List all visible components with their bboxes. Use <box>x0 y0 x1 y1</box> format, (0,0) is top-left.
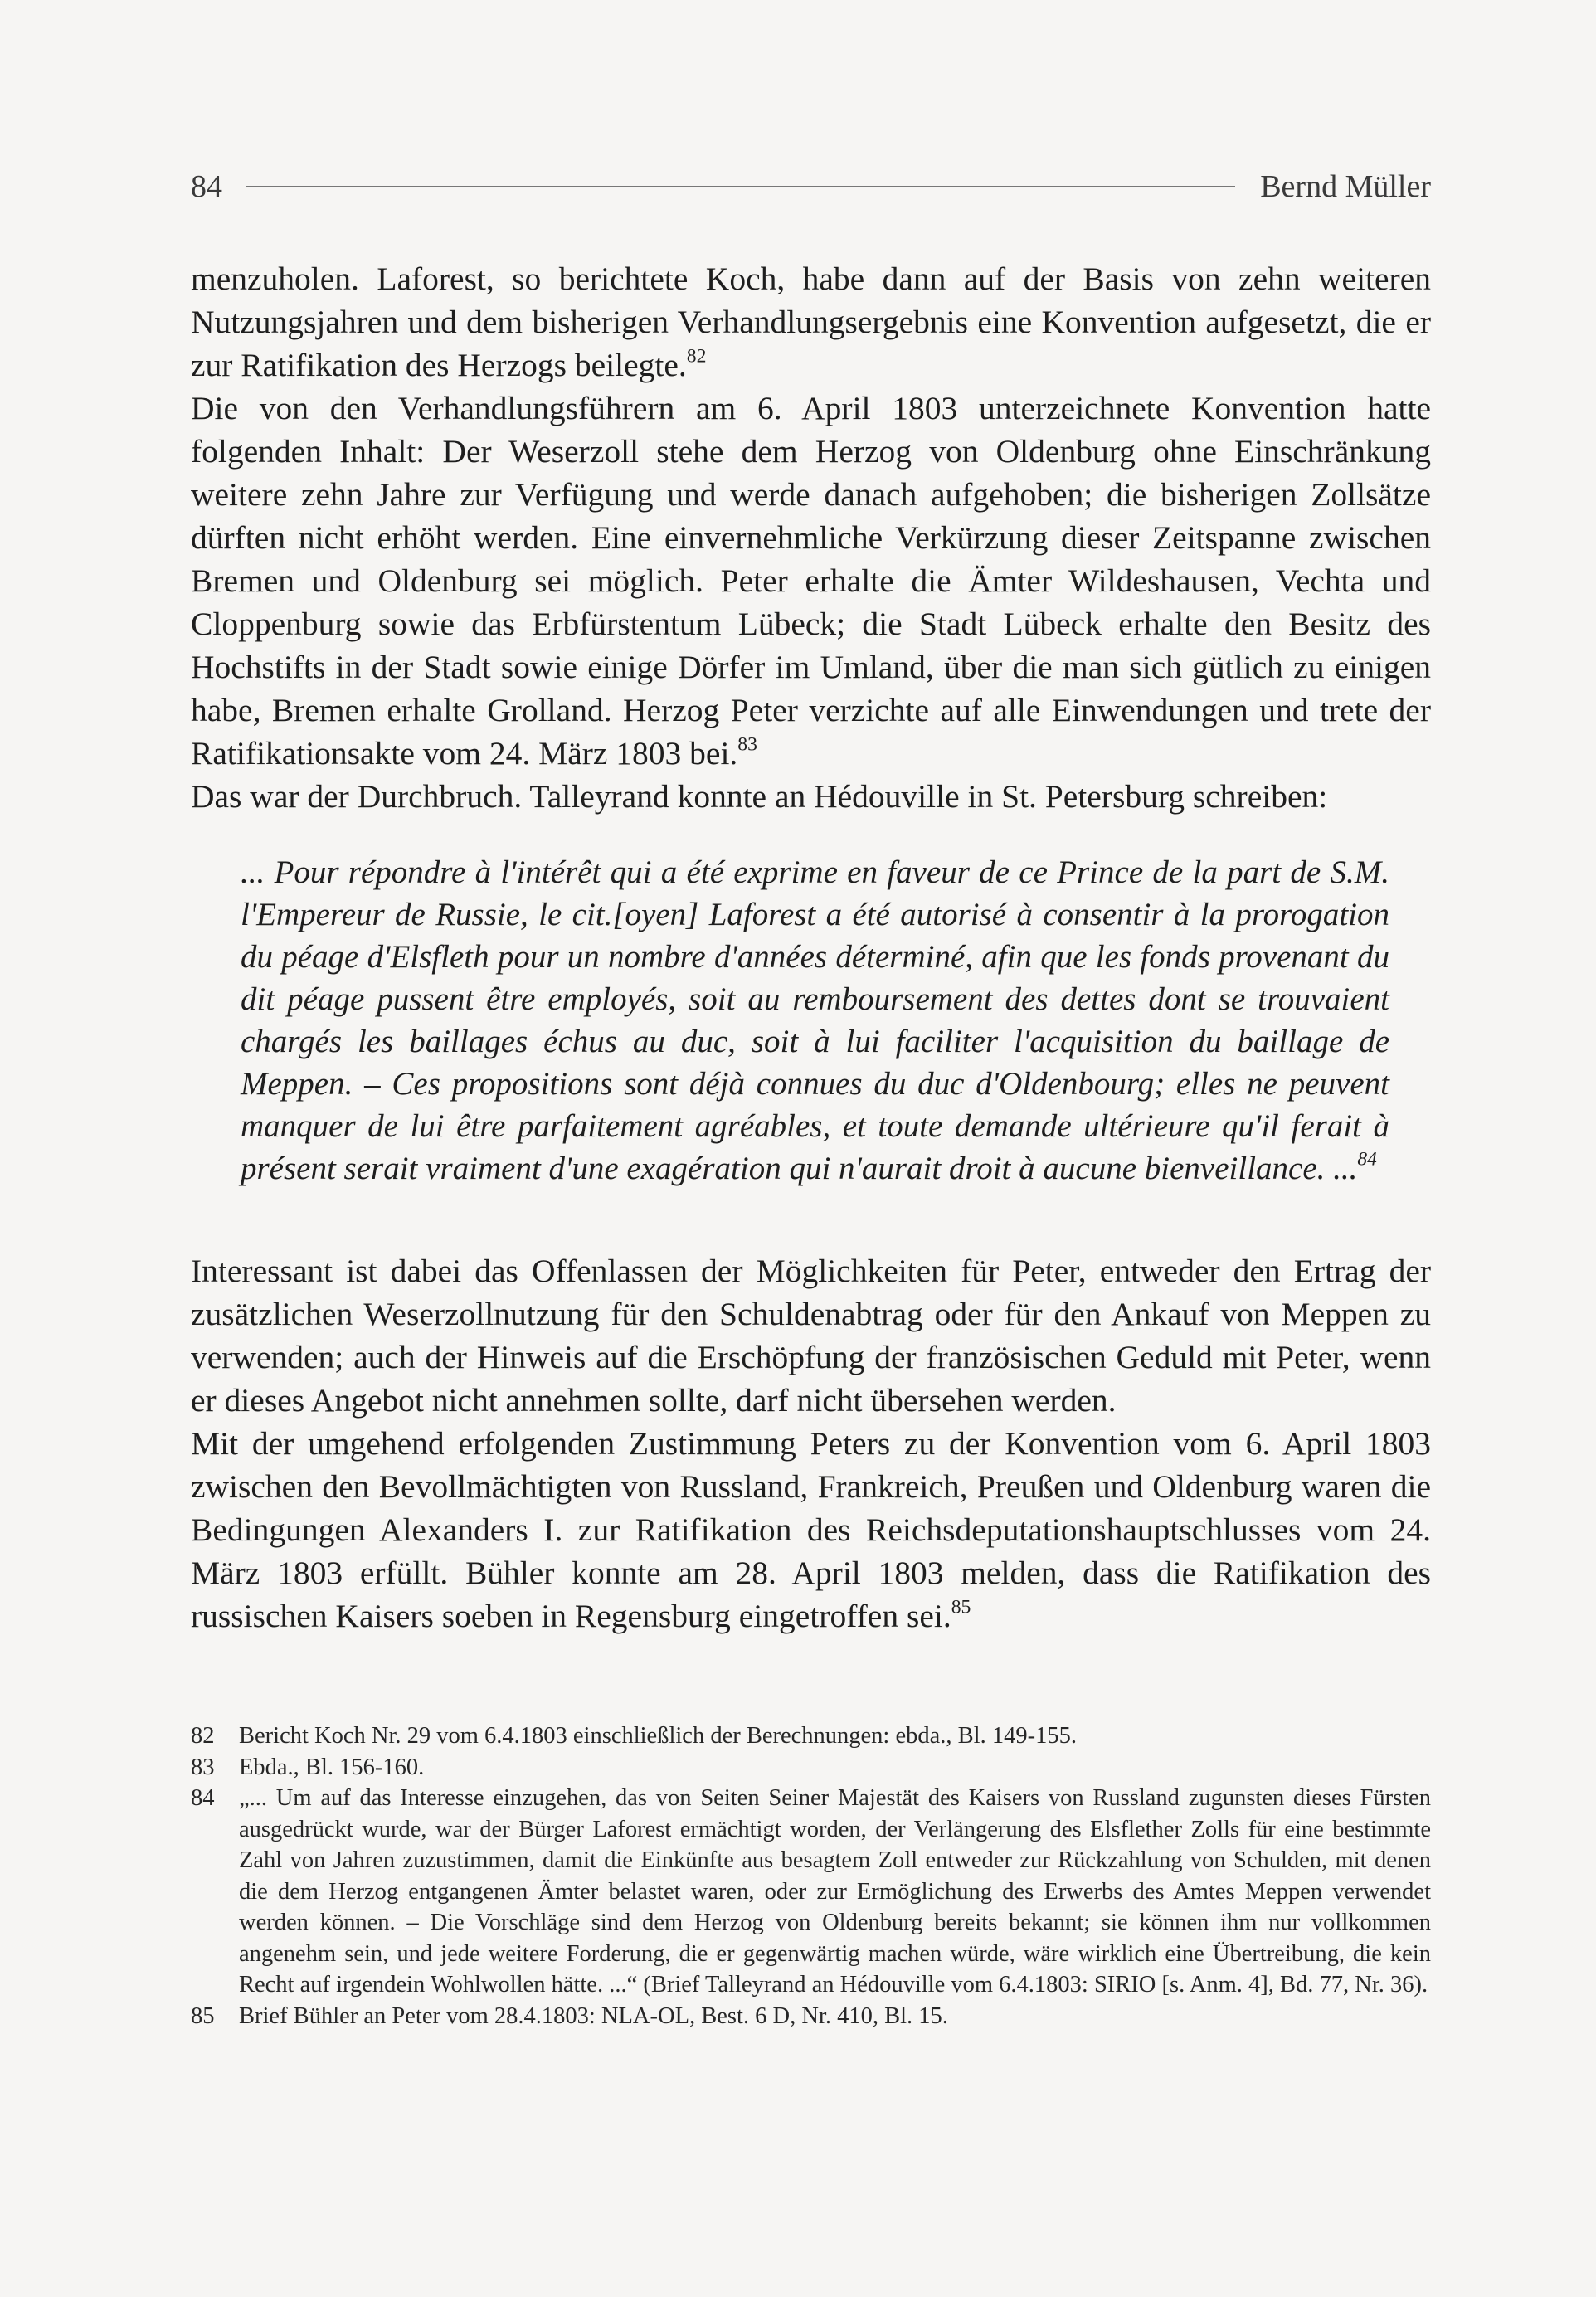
block-quote: ... Pour répondre à l'intérêt qui a été exprime en faveur de ce Prince de la part de S.M. l'Empereur de Russie, le cit.[oyen] Laforest a été autorisé à consentir à la prorogation du péage d'Elsfleth pour un nombre d'années déterminé, afin que les fonds provenant du dit péage pussent être employés, soit au remboursement des dettes dont se trouvaient chargés les baillages échus au duc, soit à lui faciliter l'acquisition du baillage de Meppen. – Ces propositions sont déjà connues du duc d'Oldenbourg; elles ne peuvent manquer de lui être parfaitement agréables, et toute demande ultérieure qu'il ferait à présent serait vraiment d'une exagération qui n'aurait droit à aucune bienveillance. ...$^{84}$ <box>241 854 1389 1186</box>
paragraph: menzuholen. Laforest, so berichtete Koch, habe dann auf der Basis von zehn weiteren Nutzungsjahren und dem bisherigen Verhandlungsergebnis eine Konvention aufgesetzt, die er zur Ratifikation des Herzogs beilegte.$^{82}$ <box>191 260 1431 383</box>
footnote-text: „... Um auf das Interesse einzugehen, das von Seiten Seiner Majestät des Kaisers von Russland zugunsten dieses Fürsten ausgedrückt wurde, war der Bürger Laforest ermächtigt worden, der Verlängerung des Elsflether Zolls für eine bestimmte Zahl von Jahren zuzustimmen, damit die Einkünfte aus besagtem Zoll entweder zur Rückzahlung von Schulden, mit denen die dem Herzog entgangenen Ämter belastet waren, oder zur Ermöglichung des Erwerbs des Amtes Meppen verwendet werden können. – Die Vorschläge sind dem Herzog von Oldenburg bereits bekannt; sie können ihm nur vollkommen angenehm sein, und jede weitere Forderung, die er gegenwärtig machen würde, wäre wirklich eine Übertreibung, die kein Recht auf irgendein Wohlwollen hätte. ...“ (Brief Talleyrand an Hédouville vom 6.4.1803: SIRIO [s. Anm. 4], Bd. 77, Nr. 36). <box>239 1785 1431 1998</box>
paragraph: Interessant ist dabei das Offenlassen der Möglichkeiten für Peter, entweder den Ertrag der zusätzlichen Weserzollnutzung für den Schuldenabtrag oder für den Ankauf von Meppen zu verwenden; auch der Hinweis auf die Erschöpfung der französischen Geduld mit Peter, wenn er dieses Angebot nicht annehmen sollte, darf nicht übersehen werden. <box>191 1253 1431 1419</box>
running-header-author: Bernd Müller <box>1260 169 1431 204</box>
footnote-text: Ebda., Bl. 156-160. <box>239 1754 425 1780</box>
footnotes <box>191 1720 1431 2032</box>
footnote-number: 83 <box>191 1754 215 1780</box>
footnote <box>191 1752 1431 1784</box>
paragraph: Die von den Verhandlungsführern am 6. April 1803 unterzeichnete Konvention hatte folgenden Inhalt: Der Weserzoll stehe dem Herzog von Oldenburg ohne Einschränkung weitere zehn Jahre zur Verfügung und werde danach aufgehoben; die bisherigen Zollsätze dürften nicht erhöht werden. Eine einvernehmliche Verkürzung dieser Zeitspanne zwischen Bremen und Oldenburg sei möglich. Peter erhalte die Ämter Wildeshausen, Vechta und Cloppenburg sowie das Erbfürstentum Lübeck; die Stadt Lübeck erhalte den Besitz des Hochstifts in der Stadt sowie einige Dörfer im Umland, über die man sich gütlich zu einigen habe, Bremen erhalte Grolland. Herzog Peter verzichte auf alle Einwendungen und trete der Ratifikationsakte vom 24. März 1803 bei.$^{83}$ <box>191 390 1431 771</box>
footnote-text: Brief Bühler an Peter vom 28.4.1803: NLA-OL, Best. 6 D, Nr. 410, Bl. 15. <box>239 2003 948 2029</box>
book-page <box>191 162 1431 2032</box>
footnote-ref[interactable]: 84 <box>1357 1148 1377 1170</box>
footnote <box>191 1783 1431 2001</box>
page-number: 84 <box>191 169 222 204</box>
footnote-ref[interactable]: 82 <box>686 345 707 367</box>
footnote-ref[interactable]: 83 <box>737 733 757 756</box>
footnote-number: 84 <box>191 1785 215 1811</box>
footnote-ref[interactable]: 85 <box>951 1596 971 1618</box>
footnote <box>191 1720 1431 1752</box>
footnote <box>191 2001 1431 2032</box>
body-text <box>191 257 1431 818</box>
paragraph: Mit der umgehend erfolgenden Zustimmung Peters zu der Konvention vom 6. April 1803 zwischen den Bevollmächtigten von Russland, Frankreich, Preußen und Oldenburg waren die Bedingungen Alexanders I. zur Ratifikation des Reichsdeputationshauptschlusses vom 24. März 1803 erfüllt. Bühler konnte am 28. April 1803 melden, dass die Ratifikation des russischen Kaisers soeben in Regensburg eingetroffen sei.$^{85}$ <box>191 1425 1431 1634</box>
header-rule <box>246 186 1235 187</box>
footnote-text: Bericht Koch Nr. 29 vom 6.4.1803 einschließlich der Berechnungen: ebda., Bl. 149-155. <box>239 1723 1077 1749</box>
paragraph: Das war der Durchbruch. Talleyrand konnte an Hédouville in St. Petersburg schreiben: <box>191 778 1328 815</box>
running-header <box>191 162 1431 212</box>
body-text-continued <box>191 1249 1431 1638</box>
footnote-number: 85 <box>191 2003 215 2029</box>
footnote-number: 82 <box>191 1723 215 1749</box>
